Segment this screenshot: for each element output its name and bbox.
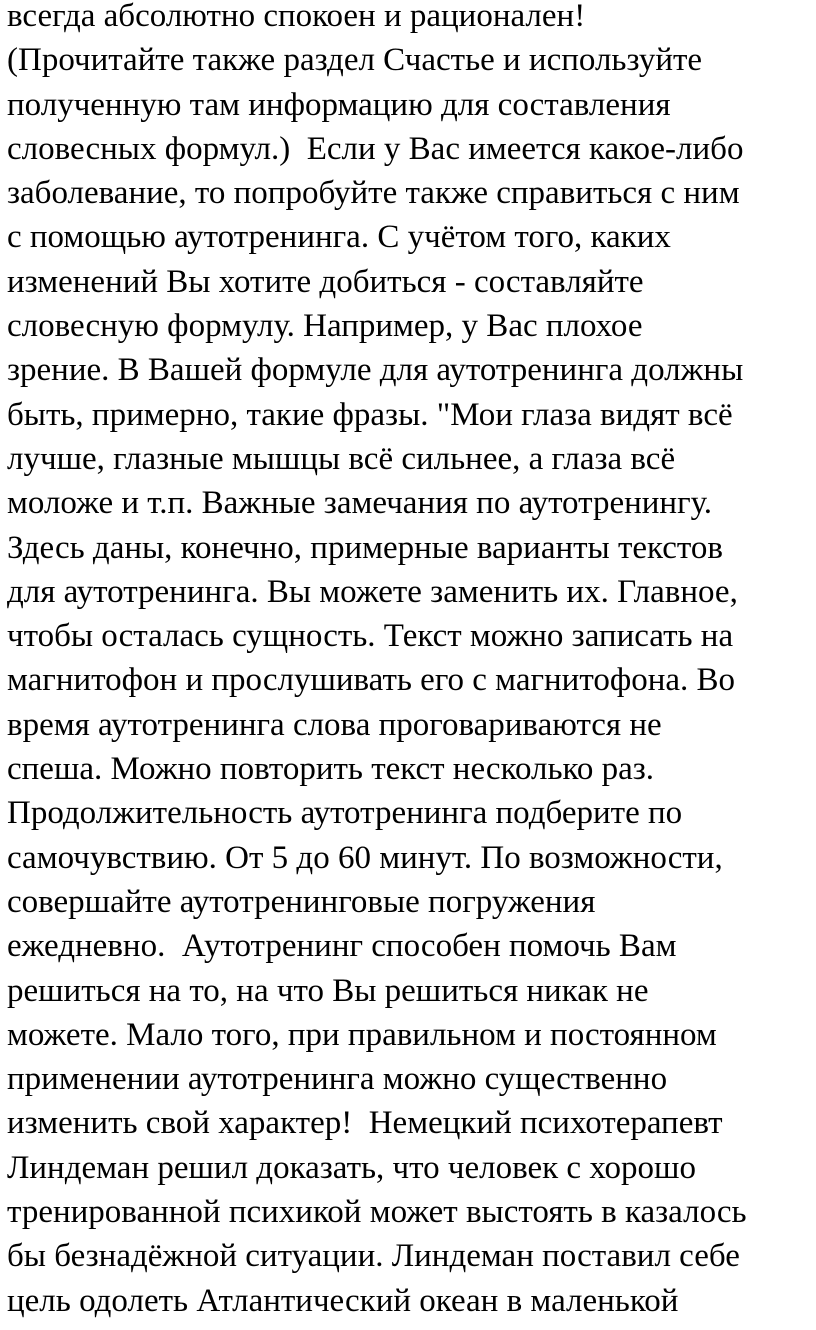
text-line: изменений Вы хотите добиться - составляйте — [7, 263, 644, 300]
text-line: совершайте аутотренинговые погружения — [7, 883, 596, 920]
text-line: (Прочитайте также раздел Счастье и используйте — [7, 42, 703, 79]
text-line: изменить свой характер! Немецкий психотерапевт — [7, 1105, 723, 1142]
text-line: словесных формул.) Если у Вас имеется какое-либо — [7, 130, 744, 167]
text-line: заболевание, то попробуйте также справиться с ним — [7, 175, 740, 212]
text-line: применении аутотренинга можно существенно — [7, 1061, 668, 1098]
text-line: словесную формулу. Например, у Вас плохое — [7, 308, 643, 345]
text-line: лучше, глазные мышцы всё сильнее, а глаза всё — [7, 440, 676, 477]
text-line: время аутотренинга слова проговариваются не — [7, 706, 662, 743]
text-line: для аутотренинга. Вы можете заменить их. Главное, — [7, 573, 738, 610]
text-line: спеша. Можно повторить текст несколько раз. — [7, 751, 655, 788]
text-line: магнитофон и прослушивать его с магнитофона. Во — [7, 662, 736, 699]
text-line: Здесь даны, конечно, примерные варианты текстов — [7, 529, 723, 566]
text-line: решиться на то, на что Вы решиться никак не — [7, 972, 649, 1009]
text-line: Продолжительность аутотренинга подберите по — [7, 795, 683, 832]
text-line: самочувствию. От 5 до 60 минут. По возможности, — [7, 839, 723, 876]
text-line: можете. Мало того, при правильном и постоянном — [7, 1016, 717, 1053]
text-line: с помощью аутотренинга. С учётом того, каких — [7, 219, 671, 256]
text-line: полученную там информацию для составления — [7, 86, 671, 123]
text-line: быть, примерно, такие фразы. "Мои глаза видят всё — [7, 396, 733, 433]
text-line: зрение. В Вашей формуле для аутотренинга должны — [7, 352, 744, 389]
text-line: ежедневно. Аутотренинг способен помочь Вам — [7, 928, 677, 965]
text-line: моложе и т.п. Важные замечания по аутотренингу. — [7, 485, 713, 522]
text-line: тренированной психикой может выстоять в казалось — [7, 1194, 747, 1231]
text-line: чтобы осталась сущность. Текст можно записать на — [7, 618, 734, 655]
text-line: цель одолеть Атлантический океан в маленькой — [7, 1282, 679, 1319]
text-line: всегда абсолютно спокоен и рационален! — [7, 0, 586, 34]
text-line: Линдеман решил доказать, что человек с хорошо — [7, 1149, 696, 1186]
body-text — [7, 0, 747, 1323]
text-line: бы безнадёжной ситуации. Линдеман поставил себе — [7, 1238, 740, 1275]
